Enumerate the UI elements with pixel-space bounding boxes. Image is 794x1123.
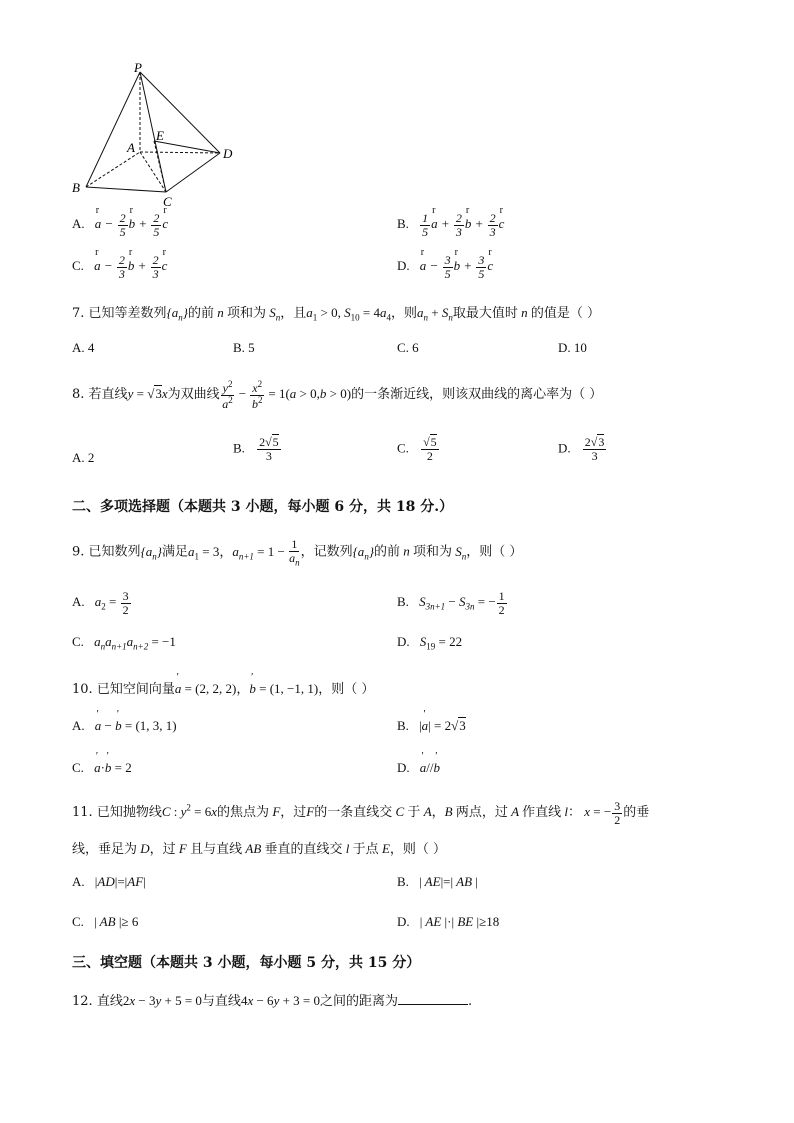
answer-blank[interactable] [398, 992, 468, 1005]
q7-option-a[interactable]: A. 4 [72, 340, 95, 355]
q10-option-d[interactable]: D. ' a//' b [397, 760, 440, 776]
q7-option-d[interactable]: D. 10 [558, 340, 587, 355]
q7-option-b[interactable]: B. 5 [233, 340, 255, 355]
q8-option-d[interactable]: D. $\frac{2√3}{3}$ [558, 435, 605, 463]
label-C: C [163, 194, 172, 209]
q10-option-a[interactable]: A. ' a − ' b = (1, 3, 1) [72, 718, 177, 734]
q11-option-d[interactable]: D. | AE |·| BE |≥18 [397, 914, 500, 929]
section-3-heading: 三、填空题（本题共 3 小题，每小题 5 分，共 15 分） [72, 955, 421, 971]
q6-option-c[interactable]: C. r a − $\frac{2}{3}$ r b + $\frac{2}{3}$ r c [72, 254, 167, 280]
label-E: E [156, 128, 164, 143]
q7-option-c[interactable]: C. 6 [397, 340, 419, 355]
q6-option-d[interactable]: D. r a − $\frac{3}{5}$ r b + $\frac{3}{5}$ r c [397, 254, 493, 280]
q11-option-c[interactable]: C. | AB |≥ 6 [72, 914, 139, 929]
q8-stem: 8. 若直线y = √3x为双曲线 $\frac{y^2}{a^2}$ − $\frac{x^2}{b^2}$ = 1(a > 0,b > 0)的一条渐近线，则该双曲线的离心率为（ ） [72, 379, 603, 411]
label-A: A [127, 140, 135, 155]
q9-option-a[interactable]: A. $a_2$ = $\frac{3}{2}$ [72, 589, 129, 617]
q9-option-c[interactable]: C. $a_na_{n+1}a_{n+2} = -1$ [72, 634, 176, 652]
q9-option-b[interactable]: B. $S_{3n+1} - S_{3n}$ = − $\frac{1}{2}$ [397, 589, 505, 617]
q6-option-a[interactable]: A. r a − $\frac{2}{5}$ r b + $\frac{2}{5}$ r c [72, 212, 168, 238]
q9-option-d[interactable]: D. $S_{19} = 22$ [397, 634, 463, 652]
q7-stem: 7. 已知等差数列$\{a_n\}$的前 n 项和为 $S_n$，且$a_1 > 0$, $S_{10} = 4a_4$，则$a_n + S_n$取最大值时 n 的值是（ ） [72, 305, 600, 323]
q11-stem-line1: 11. 已知抛物线C : $y^2 = 6x$的焦点为 F，过F的一条直线交 C 于 A，B 两点，过 A 作直线 l： x = − $\frac{3}{2}$ 的垂 [72, 799, 650, 827]
q10-option-b[interactable]: B. |' a| = 2√3 [397, 718, 466, 734]
q11-option-b[interactable]: B. | AE|=| AB | [397, 874, 478, 889]
q8-option-a[interactable]: A. 2 [72, 450, 95, 465]
q12-stem: 12. 直线2x − 3y + 5 = 0与直线4x − 6y + 3 = 0之间的距离为 . [72, 993, 473, 1009]
pyramid-figure [60, 60, 260, 210]
q10-stem: 10. 已知空间向量' a = (2, 2, 2)，' b = (1, −1, 1)，则（ ） [72, 678, 374, 697]
q9-recurrence-inline: ，$a_{n+1} = 1$ − $\frac{1}{a_n}$ [219, 537, 300, 567]
label-P: P [134, 60, 142, 75]
q6-option-b[interactable]: B. $\frac{1}{5}$ r a + $\frac{2}{3}$ r b + $\frac{2}{3}$ r c [397, 212, 504, 238]
q8-option-c[interactable]: C. $\frac{√5}{2}$ [397, 435, 437, 463]
q11-option-a[interactable]: A. |AD|=|AF| [72, 874, 146, 889]
q11-stem-line2: 线，垂足为 D，过 F 且与直线 AB 垂直的直线交 l 于点 E，则（ ） [72, 841, 447, 857]
q10-option-c[interactable]: C. ' a·' b = 2 [72, 760, 132, 776]
label-B: B [72, 180, 80, 195]
label-D: D [223, 146, 233, 161]
q9-stem: 9. 已知数列$\{a_n\}$满足$a_1 = 3$，$a_{n+1} = 1$ − $\frac{1}{a_n}$ ，记数列$\{a_n\}$的前 n 项和为 $S_n$，则（ ） [72, 537, 523, 567]
q8-option-b[interactable]: B. $\frac{2√5}{3}$ [233, 435, 279, 463]
section-2-heading: 二、多项选择题（本题共 3 小题，每小题 6 分，共 18 分.） [72, 499, 454, 515]
